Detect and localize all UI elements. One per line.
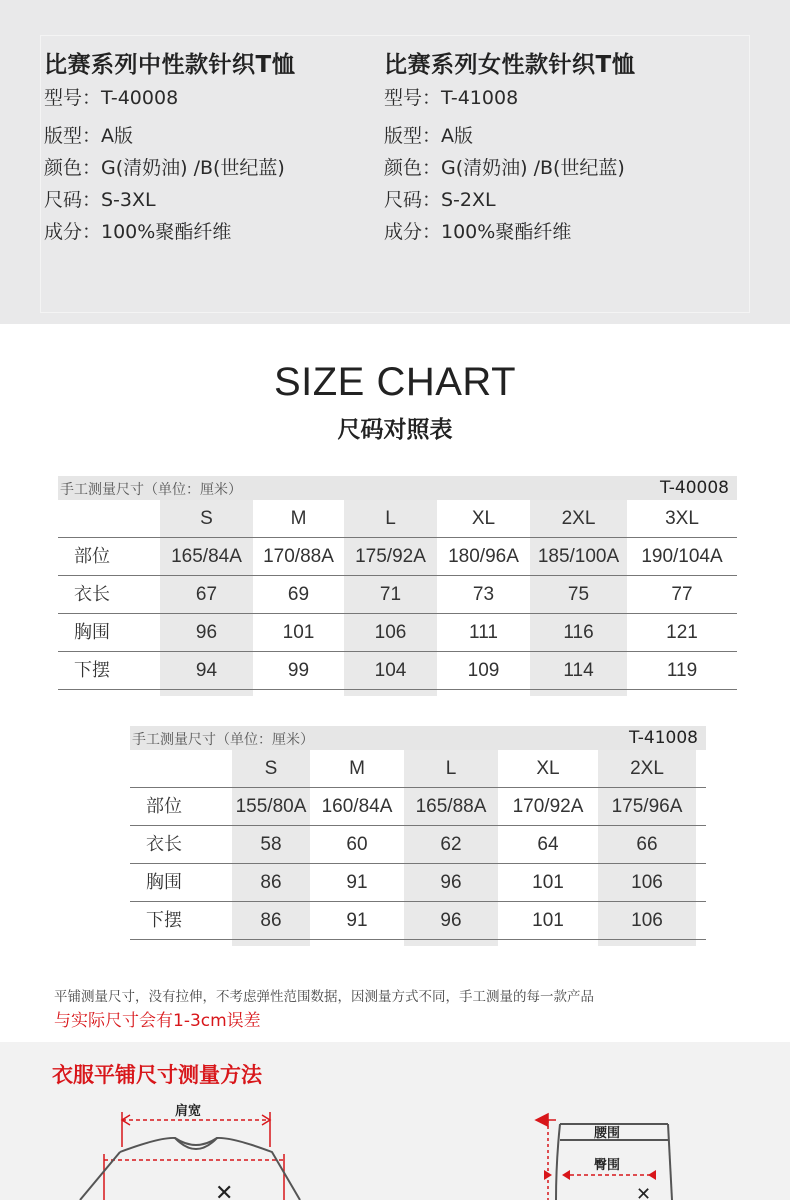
table-row (58, 614, 737, 652)
table-cell: 96 (440, 872, 462, 893)
table-cell: 170/92A (512, 796, 584, 817)
table-cell: 60 (346, 834, 368, 855)
table-cell: 101 (532, 910, 564, 931)
table-unit-note: 手工测量尺寸（单位：厘米） (60, 482, 242, 498)
table-cell: 99 (287, 660, 310, 681)
table-header-bar (130, 726, 706, 750)
row-label: 胸围 (146, 872, 182, 893)
size-table-unisex (58, 476, 737, 690)
size-header-cell: 3XL (665, 508, 699, 529)
table-cell: 58 (260, 834, 282, 855)
table-cell: 160/84A (321, 796, 393, 817)
table-row (130, 788, 706, 826)
shoulder-label: 肩宽 (175, 1104, 202, 1119)
table-row (58, 576, 737, 614)
table-cell: 111 (469, 622, 498, 643)
tshirt-outline (80, 1138, 300, 1200)
row-label: 下摆 (146, 910, 182, 931)
spec-fit: 版型：A版 (384, 125, 473, 147)
table-unit-note: 手工测量尺寸（单位：厘米） (132, 732, 314, 748)
table-cell: 165/84A (171, 546, 242, 567)
waist-label: 腰围 (594, 1126, 621, 1141)
row-label (130, 750, 232, 788)
size-header-cell: 2XL (630, 758, 664, 779)
table-cell: 116 (563, 622, 594, 643)
size-header-cell: M (349, 758, 365, 779)
table-model-number: T-40008 (659, 478, 729, 498)
spec-fit: 版型：A版 (44, 125, 133, 147)
size-header-cell: L (385, 508, 396, 529)
table-cell: 185/100A (537, 546, 620, 567)
table-cell: 77 (671, 584, 693, 605)
spec-color: 颜色：G(清奶油) /B(世纪蓝) (384, 157, 625, 179)
size-header-cell: XL (536, 758, 560, 779)
table-cell: 96 (195, 622, 218, 643)
table-cell: 121 (666, 622, 698, 643)
table-cell: 175/96A (611, 796, 683, 817)
table-cell: 104 (374, 660, 407, 681)
spec-model: 型号：T-41008 (384, 87, 519, 109)
table-cell: 101 (282, 622, 315, 643)
table-cell: 175/92A (355, 546, 426, 567)
size-header-cell: M (290, 508, 307, 529)
table-cell: 91 (346, 872, 368, 893)
table-row (130, 864, 706, 902)
table-cell: 64 (537, 834, 559, 855)
table-cell: 91 (346, 910, 368, 931)
table-row (130, 902, 706, 940)
table-row (58, 500, 737, 538)
table-header-bar (58, 476, 737, 500)
size-header-cell: XL (471, 508, 496, 529)
spec-women (384, 48, 714, 248)
table-model-number: T-41008 (628, 728, 698, 748)
x-logo-icon: ✕ (636, 1184, 652, 1200)
spec-material: 成分：100%聚酯纤维 (384, 221, 572, 243)
shoulder-dimension (104, 1112, 284, 1200)
spec-title: 比赛系列女性款针织T恤 (384, 52, 636, 78)
table-grid (130, 750, 706, 940)
table-cell: 71 (379, 584, 402, 605)
table-cell: 190/104A (641, 546, 723, 567)
size-header-cell: L (445, 758, 457, 779)
spec-unisex (44, 48, 374, 248)
x-logo-icon: ✕ (215, 1181, 234, 1200)
spec-model: 型号：T-40008 (44, 87, 179, 109)
spec-material: 成分：100%聚酯纤维 (44, 221, 232, 243)
spec-color: 颜色：G(清奶油) /B(世纪蓝) (44, 157, 285, 179)
size-chart-subtitle: 尺码对照表 (337, 417, 453, 443)
spec-panel (0, 0, 790, 324)
table-cell: 155/80A (235, 796, 307, 817)
table-cell: 62 (440, 834, 462, 855)
measure-section (0, 1042, 790, 1200)
table-cell: 73 (472, 584, 495, 605)
table-row (58, 652, 737, 690)
table-cell: 165/88A (415, 796, 487, 817)
measure-diagram (0, 1042, 790, 1200)
table-cell: 86 (260, 910, 282, 931)
size-table-women (130, 726, 706, 940)
hip-label: 臀围 (594, 1158, 621, 1173)
row-label (58, 500, 160, 538)
table-cell: 180/96A (448, 546, 519, 567)
table-cell: 101 (532, 872, 564, 893)
table-cell: 114 (563, 660, 594, 681)
table-grid (58, 500, 737, 690)
table-cell: 106 (631, 910, 663, 931)
table-cell: 66 (636, 834, 658, 855)
row-label: 下摆 (74, 660, 110, 681)
size-chart-title: SIZE CHART (273, 360, 517, 404)
table-row (58, 538, 737, 576)
table-cell: 119 (666, 660, 698, 681)
size-header-cell: S (264, 758, 278, 779)
table-cell: 96 (440, 910, 462, 931)
row-label: 衣长 (74, 584, 110, 605)
measure-disclaimer: 平铺测量尺寸，没有拉伸，不考虑弹性范围数据，因测量方式不同，手工测量的每一款产品 (54, 989, 594, 1005)
size-header-cell: 2XL (561, 508, 596, 529)
table-cell: 86 (260, 872, 282, 893)
measure-error-note: 与实际尺寸会有1-3cm误差 (54, 1011, 261, 1031)
table-cell: 106 (374, 622, 407, 643)
table-cell: 109 (467, 660, 500, 681)
table-cell: 69 (287, 584, 310, 605)
row-label: 部位 (146, 796, 182, 817)
table-cell: 94 (195, 660, 218, 681)
row-label: 衣长 (146, 834, 182, 855)
table-cell: 106 (631, 872, 663, 893)
size-header-cell: S (200, 508, 213, 529)
spec-sizes: 尺码：S-2XL (384, 189, 496, 211)
spec-title: 比赛系列中性款针织T恤 (44, 52, 296, 78)
row-label: 胸围 (74, 622, 110, 643)
table-cell: 170/88A (263, 546, 334, 567)
table-cell: 75 (567, 584, 590, 605)
measure-title: 衣服平铺尺寸测量方法 (52, 1063, 262, 1087)
row-label: 部位 (74, 546, 110, 567)
table-row (130, 826, 706, 864)
table-row (130, 750, 706, 788)
spec-sizes: 尺码：S-3XL (44, 189, 156, 211)
table-cell: 67 (195, 584, 218, 605)
